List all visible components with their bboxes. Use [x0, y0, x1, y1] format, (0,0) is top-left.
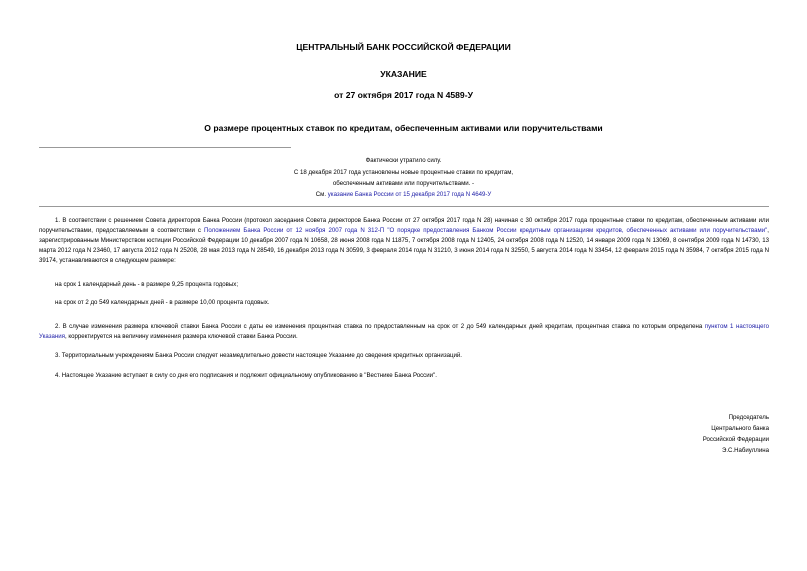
- signature-title-2: Центрального банка: [711, 425, 769, 432]
- document-date-number: от 27 октября 2017 года N 4589-У: [334, 90, 473, 100]
- rate-one-day: на срок 1 календарный день - в размере 9,25 процента годовых;: [55, 281, 239, 288]
- rate-2-549-days: на срок от 2 до 549 календарных дней - в размере 10,00 процента годовых.: [55, 299, 270, 306]
- signatory-name: Э.С.Набиуллина: [721, 447, 769, 454]
- signature-title-1: Председатель: [728, 414, 769, 421]
- paragraph-2: [39, 322, 769, 342]
- note-reference-prefix: См.: [315, 191, 328, 198]
- paragraph-1-text-a: 1. В соответствии с решением Совета директоров Банка России (протокол заседания Совета директоров Банка России от 27 октября 2017 года N 28) начиная с 30 октября 2017 года процентные ставки по кредитам, обеспеченным активами или поручительствами, предоставляемым в соответствии с: [39, 217, 769, 234]
- note-line-3: обеспеченным активами или поручительствами. -: [332, 180, 475, 187]
- issuer-heading: ЦЕНТРАЛЬНЫЙ БАНК РОССИЙСКОЙ ФЕДЕРАЦИИ: [296, 42, 511, 52]
- note-divider: [39, 147, 291, 148]
- paragraph-1: [39, 216, 769, 266]
- paragraph-1-text-b: , зарегистрированным Министерством юстиции Российской Федерации 10 декабря 2007 года N 10658, 28 июня 2008 года N 11875, 7 октября 2008 года N 12405, 24 октября 2008 года N 12520, 14 января 2009 года N 13069, 8 сентября 2009 года N 14730, 13 марта 2012 года N 23460, 17 августа 2012 года N 25208, 28 мая 2013 года N 28549, 16 декабря 2013 года N 30599, 3 февраля 2014 года N 31210, 3 июня 2014 года N 32550, 5 августа 2014 года N 33454, 12 февраля 2015 года N 35984, 7 октября 2015 года N 39174, устанавливаются в следующем размере:: [39, 227, 769, 264]
- note-line-4: [0, 191, 807, 198]
- section-divider: [39, 206, 769, 207]
- superseding-act-link[interactable]: указание Банка России от 15 декабря 2017 года N 4649-У: [327, 191, 492, 198]
- note-line-1: Фактически утратило силу.: [365, 157, 442, 164]
- paragraph-3: 3. Территориальным учреждениям Банка России следует незамедлительно довести настоящее Указание до сведения кредитных организаций.: [55, 352, 462, 359]
- note-line-2: С 18 декабря 2017 года установлены новые процентные ставки по кредитам,: [293, 169, 514, 176]
- paragraph-2-text-a: 2. В случае изменения размера ключевой ставки Банка России с даты ее изменения процентная ставка по предоставленным на срок от 2 до 549 календарных дней кредитам, процентная ставка по которым определена: [55, 323, 705, 330]
- document-type: УКАЗАНИЕ: [380, 69, 427, 79]
- signature-title-3: Российской Федерации: [702, 436, 769, 443]
- regulation-312p-link[interactable]: Положением Банка России от 12 ноября 2007 года N 312-П "О порядке предоставления Банком России кредитным организациям кредитов, обеспеченных активами или поручительствами": [203, 227, 768, 234]
- document-title: О размере процентных ставок по кредитам, обеспеченным активами или поручительствами: [204, 123, 603, 133]
- clause-1-link[interactable]: пунктом 1 настоящего Указания: [39, 323, 769, 340]
- paragraph-2-text-b: , корректируется на величину изменения размера ключевой ставки Банка России.: [64, 333, 298, 340]
- paragraph-4: 4. Настоящее Указание вступает в силу со дня его подписания и подлежит официальному опубликованию в "Вестнике Банка России".: [55, 372, 437, 379]
